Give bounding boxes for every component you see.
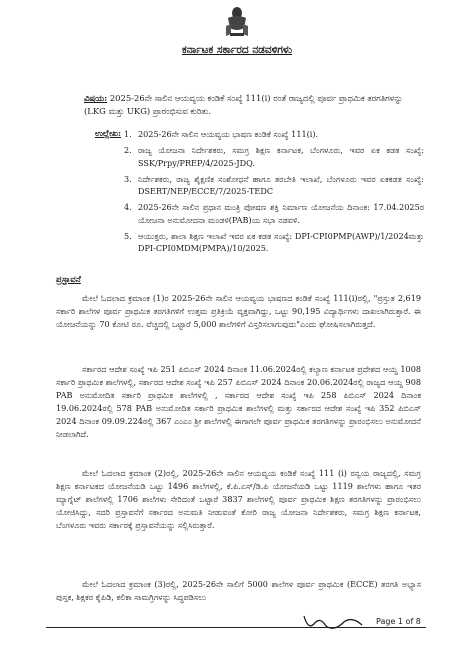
reference-text: 2025-26ನೇ ಸಾಲಿನ ಪ್ರಧಾನ ಮಂತ್ರಿ ಪೋಷಣ ಶಕ್ತಿ ನಿರ್ಮಾಣ ಯೋಜನೆಯ ದಿನಾಂಕ: 17.04.2025ರ ಯೋಜನಾ ಅನುಮೋದನಾ ಮಂಡಳಿ(PAB)ಯ ಸಭಾ ನಡವಳಿ. xyxy=(138,202,424,225)
reference-number: 3. xyxy=(124,173,132,184)
subject-text: 2025-26ನೇ ಸಾಲಿನ ಆಯವ್ಯಯ ಕಂಡಿಕೆ ಸಂಖ್ಯೆ 111(i) ರಂತೆ ರಾಜ್ಯದಲ್ಲಿ ಪೂರ್ವ ಪ್ರಾಥಮಿಕ ತರಗತಿಗಳನ್ನು (LKG ಮತ್ತು UKG) ಪ್ರಾರಂಭಿಸುವ ಕುರಿತು. xyxy=(84,93,403,116)
reference-text: ನಿರ್ದೇಶಕರು, ರಾಜ್ಯ ಶೈಕ್ಷಣಿಕ ಸಂಶೋಧನೆ ಹಾಗೂ ತರಬೇತಿ ಇಲಾಖೆ, ಬೆಂಗಳೂರು ಇವರ ಏಕಕಡತ ಸಂಖ್ಯೆ: DSERT/NEP/ECCE/7/2025-TEDC xyxy=(138,173,424,197)
reference-text: 2025-26ನೇ ಸಾಲಿನ ಆಯವ್ಯಯ ಭಾಷಣ ಕಂಡಿಕೆ ಸಂಖ್ಯೆ 111(i). xyxy=(138,129,319,139)
reference-item xyxy=(124,128,424,140)
subject-block xyxy=(84,92,424,118)
reference-number: 2. xyxy=(124,145,132,156)
reference-item xyxy=(124,144,424,169)
signature-mark xyxy=(300,610,370,632)
reference-number: 5. xyxy=(124,231,132,242)
references-list xyxy=(124,128,424,259)
reference-item xyxy=(124,230,424,255)
reference-text: ಆಯುಕ್ತರು, ಶಾಲಾ ಶಿಕ್ಷಣ ಇಲಾಖೆ ಇವರ ಏಕ ಕಡತ ಸಂಖ್ಯೆ: DPI-CPI0PMP(AWP)/1/2024ಮತ್ತು DPI-CPI0MDM(PMPA)/10/2025. xyxy=(138,231,424,254)
karnataka-emblem-icon xyxy=(222,4,252,38)
preamble-title: ಪ್ರಸ್ತಾವನೆ xyxy=(56,275,81,285)
reference-number: 4. xyxy=(124,202,132,213)
preamble-paragraph: ಮೇಲೆ ಓದಲಾದ ಕ್ರಮಾಂಕ (1)ರ 2025-26ನೇ ಸಾಲಿನ ಆಯವ್ಯಯ ಭಾಷಣದ ಕಂಡಿಕೆ ಸಂಖ್ಯೆ 111(i)ರಲ್ಲಿ, "ಪ್ರಸ್ತುತ 2,619 ಸರ್ಕಾರಿ ಶಾಲೆಗಳ ಪೂರ್ವ ಪ್ರಾಥಮಿಕ ತರಗತಿಗಳಿಗೆ ಉತ್ತಮ ಪ್ರತಿಕ್ರಿಯೆ ವ್ಯಕ್ತವಾಗಿದ್ದು, ಒಟ್ಟು 90,195 ವಿದ್ಯಾರ್ಥಿಗಳು ದಾಖಲಾಗಿರುತ್ತಾರೆ. ಈ ಯೋಜನೆಯನ್ನು 70 ಕೋಟಿ ರೂ. ವೆಚ್ಚದಲ್ಲಿ ಒಟ್ಟಾರೆ 5,000 ಶಾಲೆಗಳಿಗೆ ವಿಸ್ತರಿಸಲಾಗುವುದು"ಎಂದು ಘೋಷಿಸಲಾಗಿರುತ್ತದೆ. xyxy=(56,293,421,329)
reference-item xyxy=(124,173,424,198)
reference-number: 1. xyxy=(124,129,132,139)
reference-item xyxy=(124,201,424,226)
subject-label: ವಿಷಯ: xyxy=(84,93,108,103)
preamble-paragraph: ಸರ್ಕಾರದ ಆದೇಶ ಸಂಖ್ಯೆ ಇಪಿ 251 ಪಿಬಿಎಸ್ 2024 ದಿನಾಂಕ 11.06.2024ರಲ್ಲಿ ಕಲ್ಯಾಣ ಕರ್ನಾಟಕ ಪ್ರದೇಶದ ಆಯ್ದ 1008 ಸರ್ಕಾರಿ ಪ್ರಾಥಮಿಕ ಶಾಲೆಗಳಲ್ಲಿ, ಸರ್ಕಾರದ ಆದೇಶ ಸಂಖ್ಯೆ ಇಪಿ 257 ಪಿಬಿಎಸ್ 2024 ದಿನಾಂಕ 20.06.2024ರಲ್ಲಿ ರಾಜ್ಯದ ಆಯ್ದ 908 PAB ಅನುಮೋದಿತ ಸರ್ಕಾರಿ ಪ್ರಾಥಮಿಕ ಶಾಲೆಗಳಲ್ಲಿ , ಸರ್ಕಾರದ ಆದೇಶ ಸಂಖ್ಯೆ ಇಪಿ 258 ಪಿಬಿಎಸ್ 2024 ದಿನಾಂಕ 19.06.2024ರಲ್ಲಿ 578 PAB ಅನುಮೋದಿತ ಸರ್ಕಾರಿ ಪ್ರಾಥಮಿಕ ಶಾಲೆಗಳಲ್ಲಿ ಮತ್ತು ಸರ್ಕಾರದ ಆದೇಶ ಸಂಖ್ಯೆ ಇಪಿ 352 ಪಿಬಿಎಸ್ 2024 ದಿನಾಂಕ 09.09.224ರಲ್ಲಿ 367 ಎಂಎಂ ಶ್ರೀ ಶಾಲೆಗಳಲ್ಲಿ ಈಗಾಗಲೇ ಪೂರ್ವ ಪ್ರಾಥಮಿಕ ತರಗತಿಗಳನ್ನು ಪ್ರಾರಂಭಿಸಲು ಅನುಮೋದನೆ ನೀಡಲಾಗಿದೆ. xyxy=(56,364,421,439)
preamble-paragraph: ಮೇಲೆ ಓದಲಾದ ಕ್ರಮಾಂಕ (2)ರಲ್ಲಿ, 2025-26ನೇ ಸಾಲಿನ ಆಯವ್ಯಯ ಕಂಡಿಕೆ ಸಂಖ್ಯೆ 111 (i) ರನ್ವಯ ರಾಜ್ಯದಲ್ಲಿ, ಸಮಗ್ರ ಶಿಕ್ಷಣ ಕರ್ನಾಟಕದ ಯೋಜನೆಯಡಿ ಒಟ್ಟು 1496 ಶಾಲೆಗಳಲ್ಲಿ, ಕೆ.ಪಿ.ಎಸ್/ಡಿ.ಪಿ ಯೋಜನೆಯಡಿ ಒಟ್ಟು 1119 ಶಾಲೆಗಳು ಹಾಗೂ ಇತರ ಮ್ಯಾಗ್ನೆಟ್ ಶಾಲೆಗಳಲ್ಲಿ 1706 ಶಾಲೆಗಳು ಸೇರಿದಂತೆ ಒಟ್ಟಾರೆ 3837 ಶಾಲೆಗಳಲ್ಲಿ ಪೂರ್ವ ಪ್ರಾಥಮಿಕ ಶಿಕ್ಷಣ ತರಗತಿಗಳನ್ನು ಪ್ರಾರಂಭಿಸಲು ಯೋಜಿಸಿದ್ದು, ಸದರಿ ಪ್ರಸ್ತಾವನೆಗೆ ಸರ್ಕಾರದ ಅನುಮತಿ ನೀಡುವಂತೆ ಕೋರಿ ರಾಜ್ಯ ಯೋಜನಾ ನಿರ್ದೇಶಕರು, ಸಮಗ್ರ ಶಿಕ್ಷಣ ಕರ್ನಾಟಕ, ಬೆಂಗಳೂರು ಇವರು ಸರ್ಕಾರಕ್ಕೆ ಪ್ರಸ್ತಾವನೆಯನ್ನು ಸಲ್ಲಿಸಿರುತ್ತಾರೆ. xyxy=(56,468,421,530)
footer-divider xyxy=(46,627,426,628)
references-label: ಉಲ್ಲೇಖ: xyxy=(95,128,122,138)
reference-text: ರಾಜ್ಯ ಯೋಜನಾ ನಿರ್ದೇಶಕರು, ಸಮಗ್ರ ಶಿಕ್ಷಣ ಕರ್ನಾಟಕ, ಬೆಂಗಳೂರು, ಇವರ ಏಕ ಕಡತ ಸಂಖ್ಯೆ: SSK/Prpy/PREP/4/2025-JDQ. xyxy=(138,145,424,168)
page-number: Page 1 of 8 xyxy=(376,617,421,626)
government-heading: ಕರ್ನಾಟಕ ಸರ್ಕಾರದ ನಡವಳಿಗಳು xyxy=(181,44,293,56)
preamble-paragraph: ಮೇಲೆ ಓದಲಾದ ಕ್ರಮಾಂಕ (3)ರಲ್ಲಿ, 2025-26ನೇ ಸಾಲಿಗೆ 5000 ಶಾಲೆಗಳ ಪೂರ್ವ ಪ್ರಾಥಮಿಕ (ECCE) ತರಗತಿ ಅಭ್ಯಾಸ ಪುಸ್ತಕ, ಶಿಕ್ಷಕರ ಕೈಪಿಡಿ, ಕಲಿಕಾ ಸಾಮಗ್ರಿಗಳನ್ನು ಸಿದ್ಧಪಡಿಸಲು xyxy=(56,579,421,602)
